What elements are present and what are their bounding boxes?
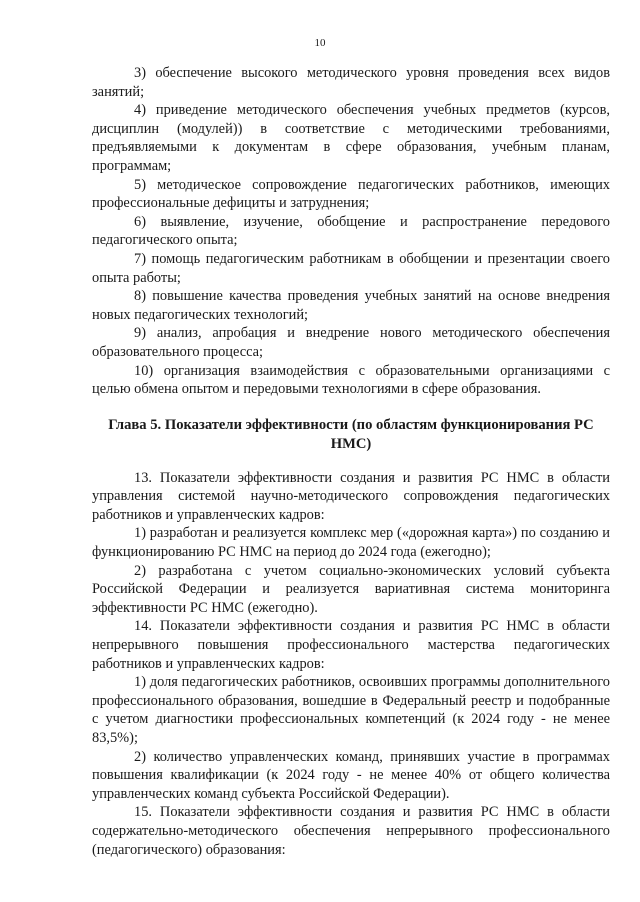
section-paragraph: 13. Показатели эффективности создания и развития РС НМС в области управления системой научно-методического сопровождения педагогических работников и управленческих кадров:	[92, 469, 610, 523]
list-item: 8) повышение качества проведения учебных занятий на основе внедрения новых педагогических технологий;	[92, 288, 610, 323]
page-number: 10	[314, 37, 326, 49]
section-paragraph: 14. Показатели эффективности создания и развития РС НМС в области непрерывного повышения профессионального мастерства педагогических работников и управленческих кадров:	[92, 618, 610, 672]
list-item: 9) анализ, апробация и внедрение нового методического обеспечения образовательного процесса;	[92, 325, 610, 360]
section-paragraph: 15. Показатели эффективности создания и развития РС НМС в области содержательно-методического обеспечения непрерывного профессионального (педагогического) образования:	[92, 804, 610, 858]
list-item: 7) помощь педагогическим работникам в обобщении и презентации своего опыта работы;	[92, 250, 610, 286]
list-item: 4) приведение методического обеспечения учебных предметов (курсов, дисциплин (модулей)) в соответствие с методическими требованиями, предъявляемыми к документам в сфере образования, учебным планам, программам;	[92, 102, 610, 174]
document-body	[92, 64, 610, 859]
section-paragraph: 1) разработан и реализуется комплекс мер («дорожная карта») по созданию и функционированию РС НМС на период до 2024 года (ежегодно);	[92, 525, 610, 561]
list-item: 10) организация взаимодействия с образовательными организациями с целью обмена опытом и передовыми технологиями в сфере образования.	[92, 362, 610, 398]
list-item: 5) методическое сопровождение педагогических работников, имеющих профессиональные дефициты и затруднения;	[92, 176, 610, 212]
section-paragraph: 2) количество управленческих команд, принявших участие в программах повышения квалификации (к 2024 году - не менее 40% от общего количества управленческих команд субъекта Российской Федерации).	[92, 748, 610, 802]
list-item: 6) выявление, изучение, обобщение и распространение передового педагогического опыта;	[92, 213, 610, 249]
section-paragraph: 2) разработана с учетом социально-экономических условий субъекта Российской Федерации и реализуется вариативная система мониторинга эффективности РС НМС (ежегодно).	[92, 562, 610, 616]
list-item: 3) обеспечение высокого методического уровня проведения всех видов занятий;	[92, 65, 610, 100]
section-paragraph: 1) доля педагогических работников, освоивших программы дополнительного профессионального образования, вошедшие в Федеральный реестр и подобранные с учетом диагностики профессиональных компетенций (к 2024 году - не менее 83,5%);	[92, 674, 610, 746]
chapter-heading: Глава 5. Показатели эффективности (по областям функционирования РС НМС)	[108, 416, 594, 452]
